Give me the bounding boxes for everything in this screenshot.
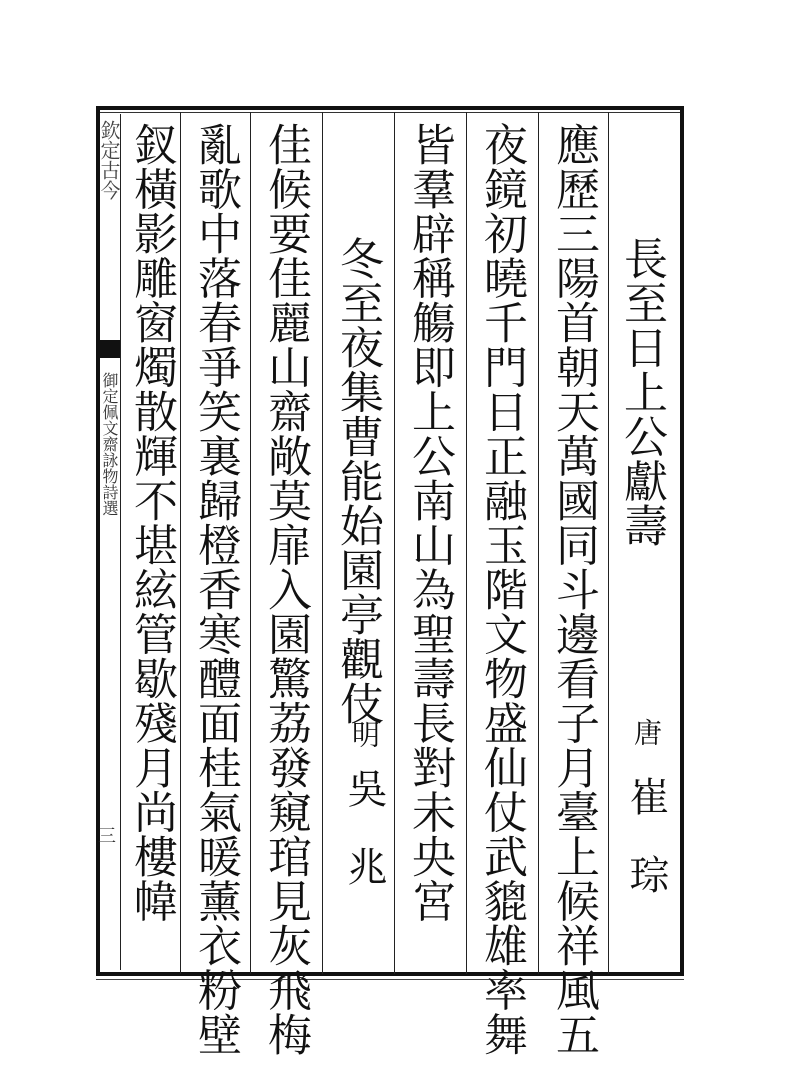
border-right: [680, 106, 684, 976]
poem-line: 釵橫影雕窗燭散輝不堪絃管歇殘月尚樓幃: [126, 122, 177, 923]
column-divider: [538, 112, 539, 974]
poem-title: 冬至夜集曹能始園亭觀伎: [332, 236, 383, 726]
poem-line: 應歷三陽首朝天萬國同斗邊看子月臺上候祥風五: [548, 122, 599, 1057]
margin-book-title: 御定佩文齋詠物詩選: [100, 372, 119, 516]
column-divider: [394, 112, 395, 974]
fish-tail-mark: [100, 340, 120, 358]
poem-author: 崔琮: [623, 776, 669, 932]
column-divider: [466, 112, 467, 974]
poem-line: 佳候要佳麗山齋敞莫扉入園驚荔發窺琯見灰飛梅: [260, 122, 311, 1057]
poem-dynasty: 唐: [630, 718, 663, 746]
poem-author: 吳兆: [341, 768, 387, 924]
poem-title: 長至日上公獻壽: [616, 236, 667, 548]
column-divider: [180, 112, 181, 974]
poem-line: 亂歌中落春爭笑裏歸橙香寒醴面桂氣暖薰衣粉壁: [190, 122, 241, 1057]
margin-header-text: 欽定古今: [97, 120, 121, 200]
column-divider: [608, 112, 609, 974]
poem-line: 皆羣辟稱觴即上公南山為聖壽長對未央宮: [404, 122, 455, 923]
poem-dynasty: 明: [348, 720, 381, 748]
poem-line: 夜鏡初曉千門日正融玉階文物盛仙仗武貔雄率舞: [476, 122, 527, 1057]
margin-page-number: 三: [95, 826, 116, 844]
column-divider: [250, 112, 251, 974]
column-divider: [322, 112, 323, 974]
border-top-inner: [96, 112, 684, 113]
border-top: [96, 106, 684, 110]
